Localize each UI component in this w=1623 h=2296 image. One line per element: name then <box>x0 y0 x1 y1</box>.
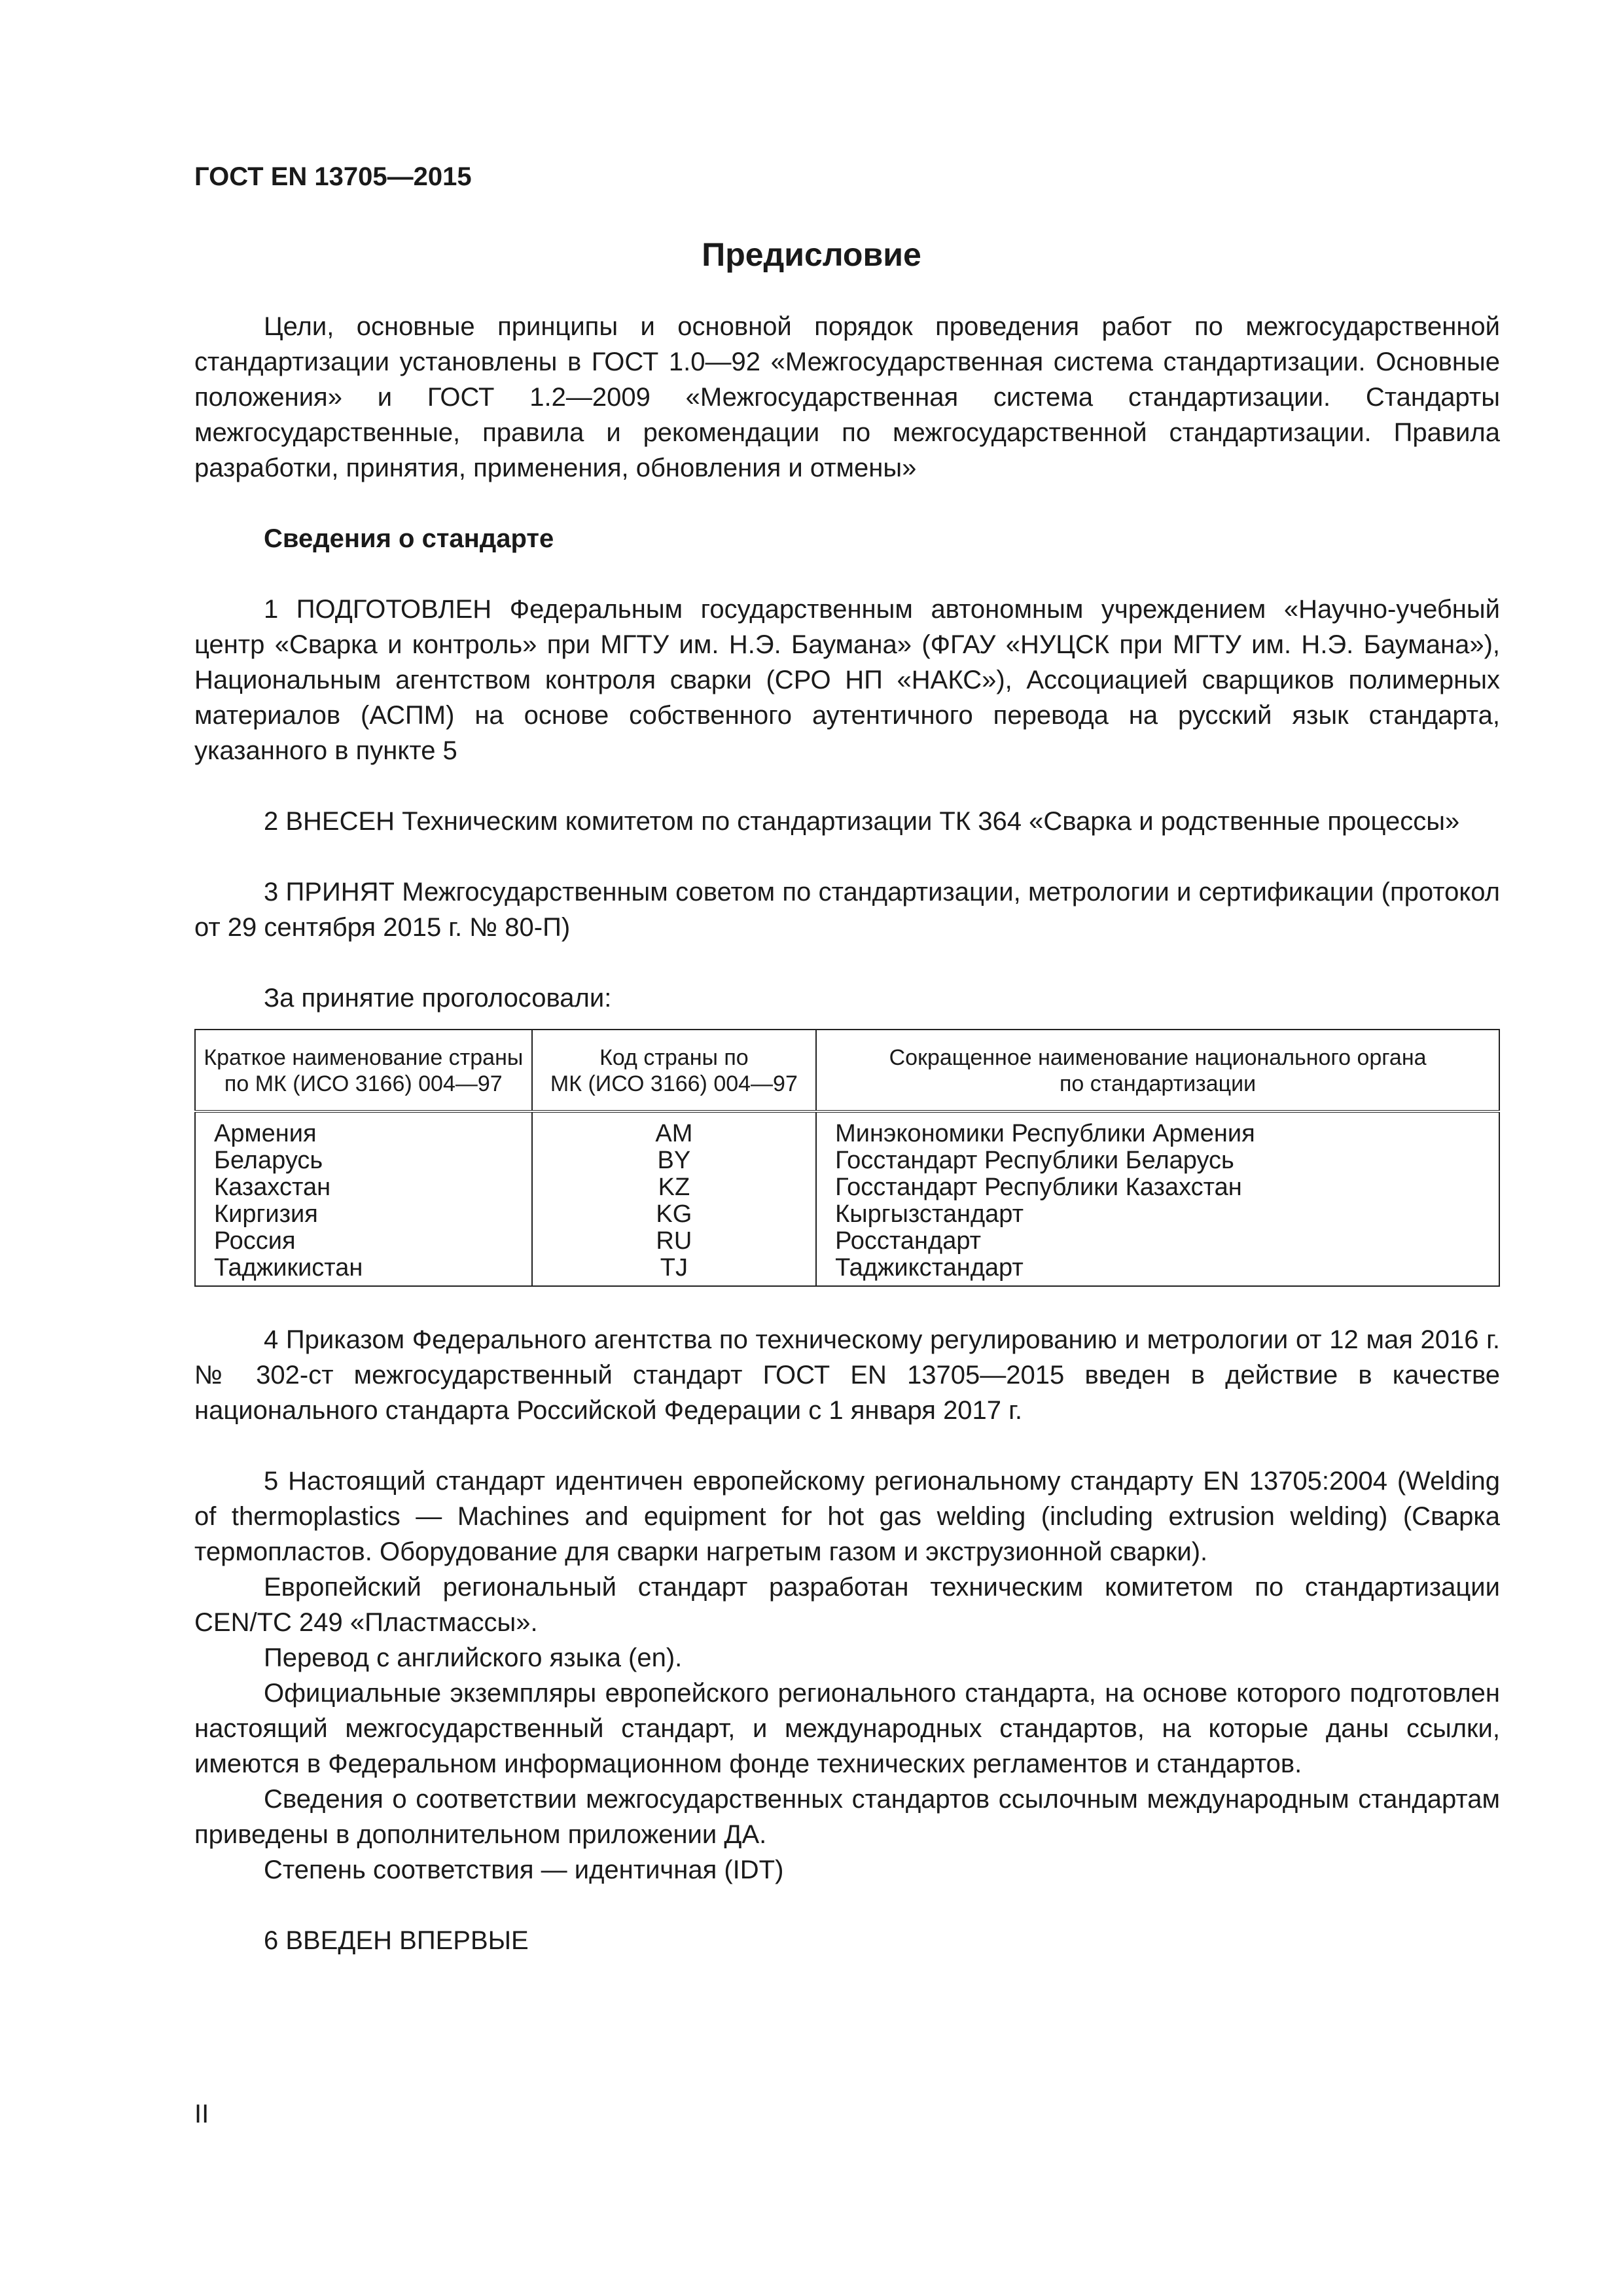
item-1: 1 ПОДГОТОВЛЕН Федеральным государственным автономным учреждением «Научно-учебный центр «Сварка и контроль» при МГТУ им. Н.Э. Баумана» (ФГАУ «НУЦСК при МГТУ им. Н.Э. Баумана»), Национальным агентством контроля сварки (СРО НП «НАКС»), Ассоциацией сварщиков полимерных материалов (АСПМ) на основе собственного аутентичного перевода на русский язык стандарта, указанного в пункте 5 <box>194 595 1500 765</box>
body-cell: Кыргызстандарт <box>816 1201 1499 1228</box>
header-national-body: Сокращенное наименование национального органа по стандартизации <box>816 1030 1499 1111</box>
item-3: 3 ПРИНЯТ Межгосударственным советом по стандартизации, метрологии и сертификации (протокол от 29 сентября 2015 г. № 80-П) <box>194 878 1500 942</box>
votes-caption: За принятие проголосовали: <box>264 984 612 1013</box>
code-cell: RU <box>532 1228 817 1255</box>
country-cell: Беларусь <box>195 1147 532 1174</box>
body-cell: Таджикстандарт <box>816 1255 1499 1286</box>
table-header-row <box>195 1030 1499 1111</box>
preface-body <box>194 309 1500 1958</box>
body-cell: Госстандарт Республики Казахстан <box>816 1174 1499 1201</box>
item-5-correspondence: Сведения о соответствии межгосударственных стандартов ссылочным международным стандартам приведены в дополнительном приложении ДА. <box>194 1785 1500 1849</box>
country-cell: Россия <box>195 1228 532 1255</box>
body-cell: Госстандарт Республики Беларусь <box>816 1147 1499 1174</box>
table-row <box>195 1147 1499 1174</box>
info-heading: Сведения о стандарте <box>264 524 554 553</box>
votes-table <box>194 1029 1500 1287</box>
country-cell: Киргизия <box>195 1201 532 1228</box>
code-cell: KG <box>532 1201 817 1228</box>
code-cell: BY <box>532 1147 817 1174</box>
table-row <box>195 1174 1499 1201</box>
document-code-header: ГОСТ EN 13705—2015 <box>194 162 472 191</box>
code-cell: KZ <box>532 1174 817 1201</box>
header-country-code: Код страны по МК (ИСО 3166) 004—97 <box>532 1030 817 1111</box>
table-row <box>195 1201 1499 1228</box>
item-5-degree: Степень соответствия — идентичная (IDT) <box>264 1856 784 1884</box>
country-cell: Казахстан <box>195 1174 532 1201</box>
table-row <box>195 1228 1499 1255</box>
table-row <box>195 1255 1499 1286</box>
code-cell: TJ <box>532 1255 817 1286</box>
intro-paragraph: Цели, основные принципы и основной порядок проведения работ по межгосударственной стандартизации установлены в ГОСТ 1.0—92 «Межгосударственная система стандартизации. Основные положения» и ГОСТ 1.2—2009 «Межгосударственная система стандартизации. Стандарты межгосударственные, правила и рекомендации по межгосударственной стандартизации. Правила разработки, принятия, применения, обновления и отмены» <box>194 312 1500 482</box>
page-title: Предисловие <box>702 236 921 273</box>
item-5-translation: Перевод с английского языка (en). <box>264 1643 683 1672</box>
item-5-regional-body: Европейский региональный стандарт разработан техническим комитетом по стандартизации CEN/TC 249 «Пластмассы». <box>194 1573 1500 1637</box>
country-cell: Таджикистан <box>195 1255 532 1286</box>
country-cell: Армения <box>195 1111 532 1147</box>
item-2: 2 ВНЕСЕН Техническим комитетом по стандартизации ТК 364 «Сварка и родственные процессы» <box>264 807 1460 836</box>
item-5-official-copies: Официальные экземпляры европейского регионального стандарта, на основе которого подготовлен настоящий межгосударственный стандарт, и международных стандартов, на которые даны ссылки, имеются в Федеральном информационном фонде технических регламентов и стандартов. <box>194 1679 1500 1778</box>
page-number: II <box>194 2100 209 2128</box>
body-cell: Росстандарт <box>816 1228 1499 1255</box>
item-5: 5 Настоящий стандарт идентичен европейскому региональному стандарту EN 13705:2004 (Welding of thermoplastics — Machines and equipment for hot gas welding (including extrusion welding) (Сварка термопластов. Оборудование для сварки нагретым газом и экструзионной сварки). <box>194 1467 1500 1566</box>
body-cell: Минэкономики Республики Армения <box>816 1111 1499 1147</box>
item-4: 4 Приказом Федерального агентства по техническому регулированию и метрологии от 12 мая 2016 г. № 302-ст межгосударственный стандарт ГОСТ EN 13705—2015 введен в действие в качестве национального стандарта Российской Федерации с 1 января 2017 г. <box>194 1325 1500 1425</box>
header-country-name: Краткое наименование страны по МК (ИСО 3166) 004—97 <box>195 1030 532 1111</box>
table-row <box>195 1111 1499 1147</box>
item-6: 6 ВВЕДЕН ВПЕРВЫЕ <box>264 1926 529 1955</box>
code-cell: AM <box>532 1111 817 1147</box>
